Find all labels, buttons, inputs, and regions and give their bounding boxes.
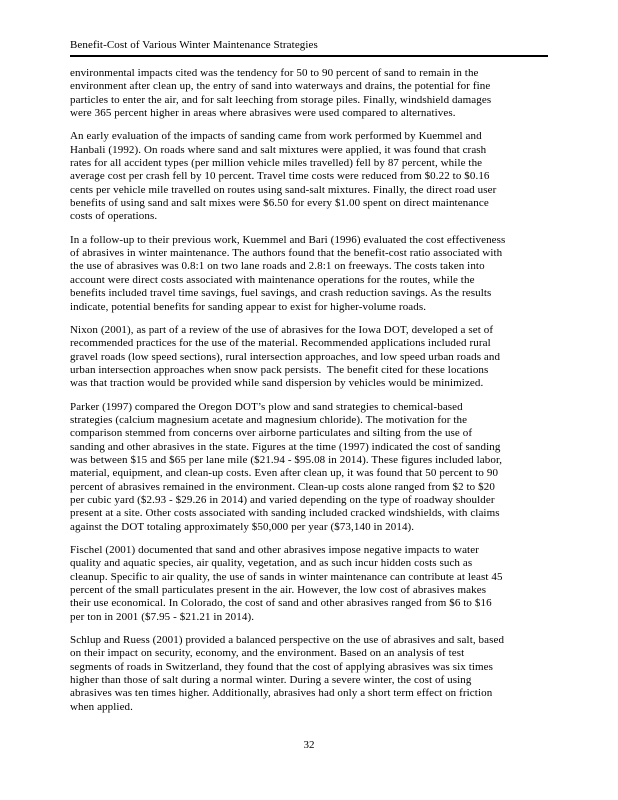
text-line: against the DOT totaling approximately $50,000 per year ($73,140 in 2014). xyxy=(70,520,415,533)
text-line: was that traction would be provided while sand dispersion by vehicles would be minimized. xyxy=(70,377,484,390)
text-line: cents per vehicle mile travelled on routes using sand-salt mixtures. Finally, the direct road user xyxy=(70,183,497,196)
text-line: In a follow-up to their previous work, Kuemmel and Bari (1996) evaluated the cost effectiveness xyxy=(70,233,506,246)
paragraph xyxy=(70,234,562,314)
text-line: percent of the small particulates present in the air. However, the low cost of abrasives makes xyxy=(70,584,487,597)
text-line: environmental impacts cited was the tendency for 50 to 90 percent of sand to remain in the xyxy=(70,67,479,79)
text-line: Schlup and Ruess (2001) provided a balanced perspective on the use of abrasives and salt, based xyxy=(70,634,505,647)
text-line: Parker (1997) compared the Oregon DOT’s plow and sand strategies to chemical-based xyxy=(70,400,463,413)
text-line: average cost per crash fell by 10 percent. Travel time costs were reduced from $0.22 to $0.16 xyxy=(70,170,490,183)
text-line: material, equipment, and clean-up costs. Even after clean up, it was found that 50 percent to 90 xyxy=(70,467,499,480)
text-line: benefits included travel time savings, fuel savings, and crash reduction savings. As the results xyxy=(70,287,492,300)
paragraph xyxy=(70,67,562,120)
paragraph xyxy=(70,544,562,624)
text-line: present at a site. Other costs associated with sanding included cracked windshields, with claims xyxy=(70,507,500,520)
text-line: higher than those of salt during a normal winter. During a severe winter, the cost of using xyxy=(70,674,472,687)
text-line: of abrasives in winter maintenance. The authors found that the benefit-cost ratio associated with xyxy=(70,247,503,260)
paragraph xyxy=(70,401,562,534)
text-line: their use economical. In Colorado, the cost of sand and other abrasives ranged from $6 to $16 xyxy=(70,597,492,610)
text-line: cleanup. Specific to air quality, the use of sands in winter maintenance can contribute at least 45 xyxy=(70,570,503,583)
paragraph xyxy=(70,324,562,391)
text-line: costs of operations. xyxy=(70,210,158,223)
text-line: gravel roads (low speed sections), rural intersection approaches, and low speed urban roads and xyxy=(70,350,501,363)
text-line: rates for all accident types (per million vehicle miles travelled) fell by 87 percent, while the xyxy=(70,157,483,170)
text-line: Hanbali (1992). On roads where sand and salt mixtures were applied, it was found that crash xyxy=(70,143,487,156)
text-line: strategies (calcium magnesium acetate and magnesium chloride). The motivation for the xyxy=(70,413,468,426)
text-line: environment after clean up, the entry of sand into waterways and drains, the potential for fine xyxy=(70,80,491,93)
text-line: when applied. xyxy=(70,700,134,713)
page-number: 32 xyxy=(303,739,315,751)
text-line: benefits of using sand and salt mixes were $6.50 for every $1.00 spent on direct maintenance xyxy=(70,197,489,210)
text-line: the use of abrasives was 0.8:1 on two lane roads and 2.8:1 on freeways. The costs taken into xyxy=(70,260,485,273)
text-line: An early evaluation of the impacts of sanding came from work performed by Kuemmel and xyxy=(70,130,482,143)
text-line: particles to enter the air, and for salt leeching from storage piles. Finally, windshield damages xyxy=(70,93,492,106)
text-line: percent of abrasives remained in the environment. Clean-up costs alone ranged from $2 to $20 xyxy=(70,480,495,493)
text-line: recommended practices for the use of the material. Recommended applications included rural xyxy=(70,337,491,350)
header-rule xyxy=(70,55,548,57)
page-body xyxy=(70,67,562,724)
text-line: urban intersection approaches when snow pack persists. The benefit cited for these locations xyxy=(70,363,489,376)
text-line: segments of roads in Switzerland, they found that the cost of applying abrasives was six times xyxy=(70,660,494,673)
text-line: was between $15 and $65 per lane mile ($21.94 - $95.08 in 2014). These figures included labor, xyxy=(70,453,503,466)
text-line: account were direct costs associated with maintenance operations for the routes, while the xyxy=(70,273,475,286)
text-line: indicate, potential benefits for sanding appear to exist for higher-volume roads. xyxy=(70,300,427,313)
text-line: abrasives was ten times higher. Additionally, abrasives had only a short term effect on friction xyxy=(70,687,493,700)
text-line: sanding and other abrasives in the state. Figures at the time (1997) indicated the cost of sanding xyxy=(70,440,501,453)
paragraph xyxy=(70,130,562,223)
text-line: quality and aquatic species, air quality, vegetation, and as such incur hidden costs such as xyxy=(70,557,473,570)
text-line: Nixon (2001), as part of a review of the use of abrasives for the Iowa DOT, developed a set of xyxy=(70,323,494,336)
paragraph xyxy=(70,634,562,714)
text-line: per ton in 2001 ($7.95 - $21.21 in 2014). xyxy=(70,610,255,623)
text-line: Fischel (2001) documented that sand and other abrasives impose negative impacts to water xyxy=(70,544,479,556)
text-line: comparison stemmed from concerns over airborne particulates and silting from the use of xyxy=(70,427,473,440)
text-line: were 365 percent higher in areas where abrasives were used compared to alternatives. xyxy=(70,107,456,120)
running-header-title: Benefit-Cost of Various Winter Maintenance Strategies xyxy=(70,39,318,51)
text-line: per cubic yard ($2.93 - $29.26 in 2014) and varied depending on the type of roadway shoulder xyxy=(70,493,495,506)
text-line: on their impact on security, economy, and the environment. Based on an analysis of test xyxy=(70,647,465,660)
